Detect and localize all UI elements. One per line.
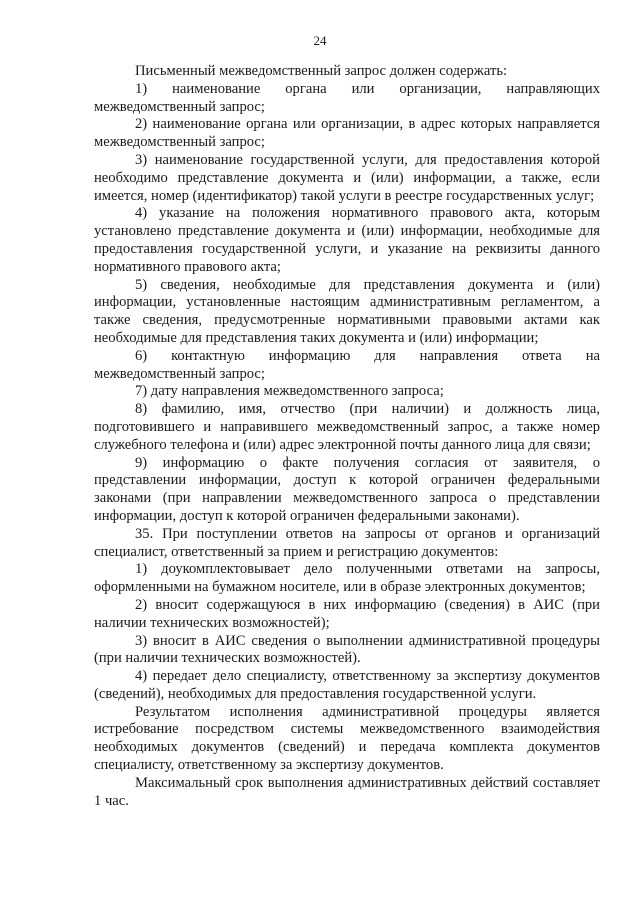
paragraph-max-time: Максимальный срок выполнения административных действий составляет 1 час. (94, 774, 600, 809)
paragraph-clause-35-item-3: 3) вносит в АИС сведения о выполнении административной процедуры (при наличии технических возможностей). (94, 632, 600, 667)
paragraph-clause-35: 35. При поступлении ответов на запросы от органов и организаций специалист, ответственный за прием и регистрацию документов: (94, 525, 600, 560)
paragraph-intro: Письменный межведомственный запрос должен содержать: (135, 63, 508, 79)
paragraph-item-9: 9) информацию о факте получения согласия от заявителя, о представлении информации, доступ к которой ограничен федеральными законами (при направлении межведомственного запроса о представлении информации, доступ к которой ограничен федеральными законами). (94, 454, 600, 524)
paragraph-result: Результатом исполнения административной процедуры является истребование посредством системы межведомственного взаимодействия необходимых документов (сведений) и передача комплекта документов специалисту, ответственному за экспертизу документов. (94, 703, 600, 774)
paragraph-item-1: 1) наименование органа или организации, направляющих межведомственный запрос; (94, 80, 600, 115)
paragraph-clause-35-item-4: 4) передает дело специалисту, ответственному за экспертизу документов (сведений), необходимых для предоставления государственной услуги. (94, 668, 600, 702)
paragraph-item-5: 5) сведения, необходимые для представления документа и (или) информации, установленные настоящим административным регламентом, а также сведения, предусмотренные нормативными правовыми актами как необходимые для представления таких документа и (или) информации; (94, 276, 600, 346)
paragraph-item-4: 4) указание на положения нормативного правового акта, которым установлено представление документа и (или) информации, необходимые для предоставления государственной услуги, и указание на реквизиты данного нормативного правового акта; (94, 205, 600, 275)
document-body (94, 63, 600, 810)
page-number: 24 (313, 33, 327, 48)
paragraph-item-8: 8) фамилию, имя, отчество (при наличии) и должность лица, подготовившего и направившего межведомственный запрос, а также номер служебного телефона и (или) адрес электронной почты данного лица для связи; (94, 401, 600, 453)
paragraph-item-2: 2) наименование органа или организации, в адрес которых направляется межведомственный запрос; (94, 116, 600, 151)
paragraph-item-3: 3) наименование государственной услуги, для предоставления которой необходимо представление документа и (или) информации, а также, если имеется, номер (идентификатор) такой услуги в реестре государственных услуг; (94, 151, 600, 204)
paragraph-item-6: 6) контактную информацию для направления ответа на межведомственный запрос; (94, 347, 600, 382)
paragraph-item-7: 7) дату направления межведомственного запроса; (135, 383, 444, 400)
paragraph-clause-35-item-1: 1) доукомплектовывает дело полученными ответами на запросы, оформленными на бумажном носителе, или в образе электронных документов; (94, 561, 600, 596)
paragraph-clause-35-item-2: 2) вносит содержащуюся в них информацию (сведения) в АИС (при наличии технических возможностей); (94, 596, 600, 631)
